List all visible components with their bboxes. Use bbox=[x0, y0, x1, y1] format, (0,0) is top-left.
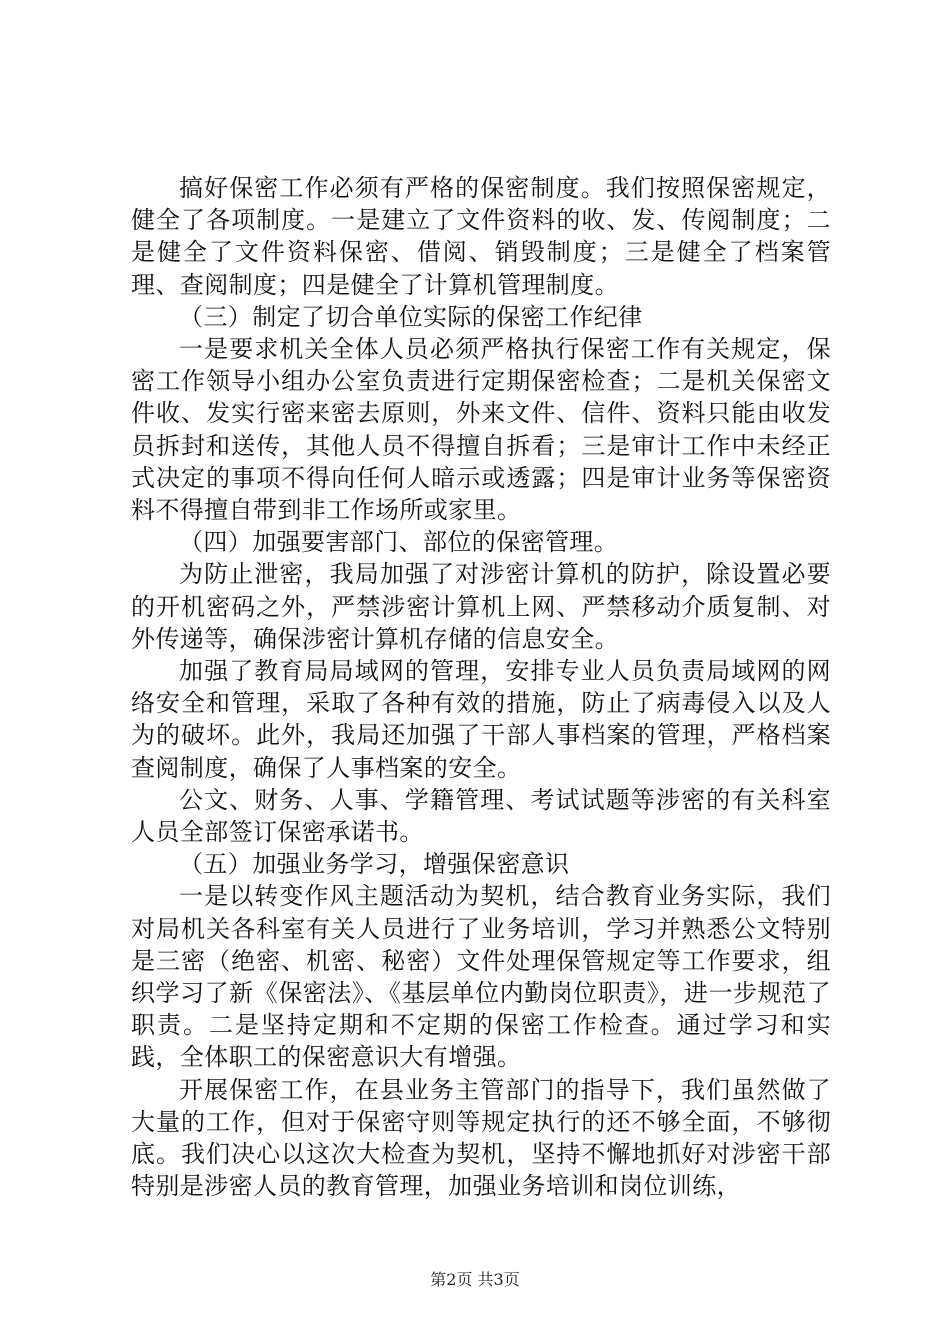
paragraph-conclusion: 开展保密工作，在县业务主管部门的指导下，我们虽然做了大量的工作，但对于保密守则等规定执行的还不够全面，不够彻底。我们决心以这次大检查为契机，坚持不懈地抓好对涉密干部特别是涉密人员的教育管理，加强业务培训和岗位训练， bbox=[131, 1075, 831, 1201]
document-body bbox=[131, 172, 831, 1203]
paragraph-commitment: 公文、财务、人事、学籍管理、考试试题等涉密的有关科室人员全部签订保密承诺书。 bbox=[131, 785, 831, 847]
section-heading-3: （三）制定了切合单位实际的保密工作纪律 bbox=[179, 302, 643, 331]
section-heading-4: （四）加强要害部门、部位的保密管理。 bbox=[179, 528, 619, 557]
paragraph-computer-protection: 为防止泄密，我局加强了对涉密计算机的防护，除设置必要的开机密码之外，严禁涉密计算机上网、严禁移动介质复制、对外传递等，确保涉密计算机存储的信息安全。 bbox=[131, 560, 831, 653]
paragraph-lan-management: 加强了教育局局域网的管理，安排专业人员负责局域网的网络安全和管理，采取了各种有效的措施，防止了病毒侵入以及人为的破坏。此外，我局还加强了干部人事档案的管理，严格档案查阅制度，确保了人事档案的安全。 bbox=[131, 657, 831, 782]
paragraph-system-rules: 搞好保密工作必须有严格的保密制度。我们按照保密规定，健全了各项制度。一是建立了文件资料的收、发、传阅制度；二是健全了文件资料保密、借阅、销毁制度；三是健全了档案管理、查阅制度；四是健全了计算机管理制度。 bbox=[131, 174, 831, 299]
page-number-footer: 第2页 共3页 bbox=[430, 1270, 520, 1289]
paragraph-discipline: 一是要求机关全体人员必须严格执行保密工作有关规定，保密工作领导小组办公室负责进行定期保密检查；二是机关保密文件收、发实行密来密去原则，外来文件、信件、资料只能由收发员拆封和送传，其他人员不得擅自拆看；三是审计工作中未经正式决定的事项不得向任何人暗示或透露；四是审计业务等保密资料不得擅自带到非工作场所或家里。 bbox=[131, 335, 831, 525]
section-heading-5: （五）加强业务学习，增强保密意识 bbox=[179, 850, 570, 879]
paragraph-training: 一是以转变作风主题活动为契机，结合教育业务实际，我们对局机关各科室有关人员进行了业务培训，学习并熟悉公文特别是三密（绝密、机密、秘密）文件处理保管规定等工作要求，组织学习了新《保密法》、《基层单位内勤岗位职责》，进一步规范了职责。二是坚持定期和不定期的保密工作检查。通过学习和实践，全体职工的保密意识大有增强。 bbox=[131, 882, 831, 1072]
